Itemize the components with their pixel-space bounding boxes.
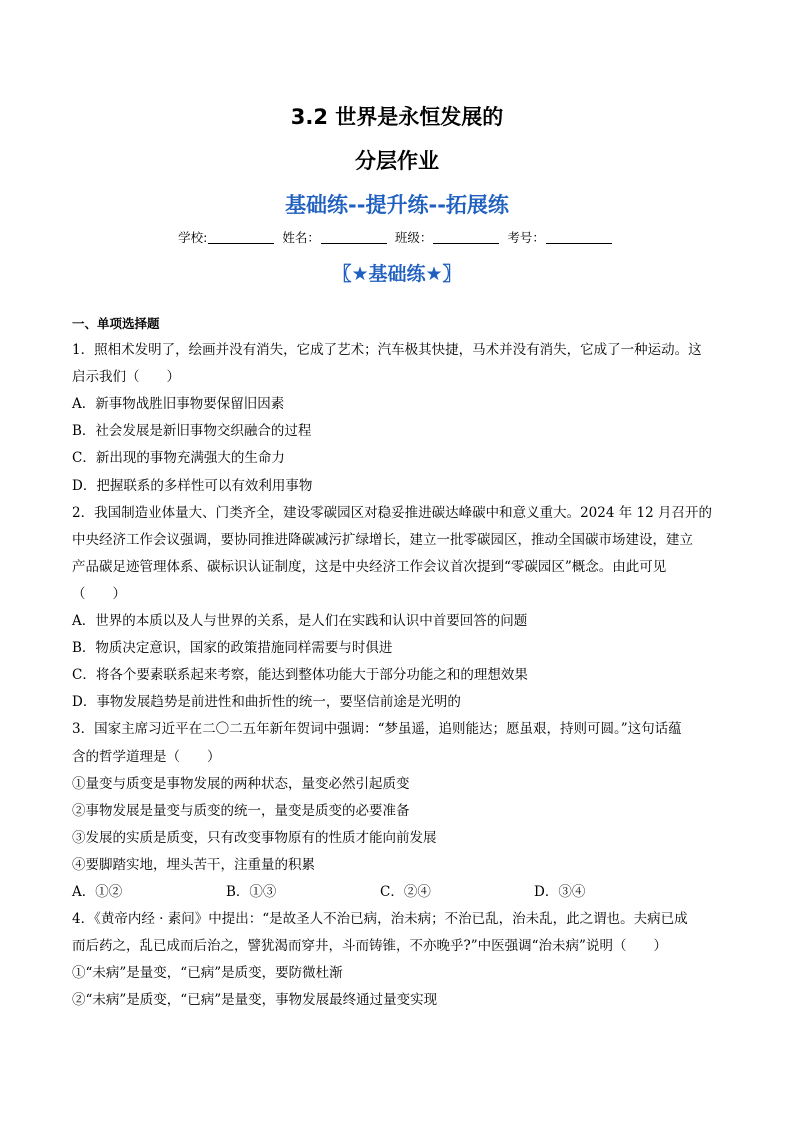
q3-choice-b: B．①③: [226, 883, 277, 900]
q1-option-c: C．新出现的事物充满强大的生命力: [72, 450, 285, 467]
q2-option-a: A．世界的本质以及人与世界的关系，是人们在实践和认识中首要回答的问题: [72, 613, 528, 630]
student-info-line: [0, 228, 794, 246]
q3-statement-2: ②事物发展是量变与质变的统一，量变是质变的必要准备: [72, 802, 410, 819]
q1-stem-line: 1．照相术发明了，绘画并没有消失，它成了艺术；汽车极其快捷，马术并没有消失，它成了一种运动。这: [72, 342, 702, 359]
exam-number-label: 考号：: [507, 230, 545, 245]
q3-choices-row: [72, 879, 728, 906]
q4-statement-1: ①“未病”是量变，“已病”是质变，要防微杜渐: [72, 965, 343, 982]
school-label: 学校:: [178, 230, 208, 245]
q2-stem-line: 中央经济工作会议强调，要协同推进降碳减污扩绿增长，建立一批零碳园区，推动全国碳市场建设，建立: [72, 531, 693, 548]
class-blank[interactable]: [433, 231, 499, 244]
q4-statement-2: ②“未病”是质变，“已病”是量变，事物发展最终通过量变实现: [72, 992, 438, 1009]
q2-stem-line: 2．我国制造业体量大、门类齐全，建设零碳园区对稳妥推进碳达峰碳中和意义重大。2024 年 12 月召开的: [72, 504, 712, 521]
name-blank[interactable]: [321, 231, 387, 244]
q1-option-b: B．社会发展是新旧事物交织融合的过程: [72, 423, 312, 440]
q2-stem-line: （ ）: [72, 585, 126, 602]
section-banner: 〖★基础练★〗: [332, 263, 462, 285]
q3-stem-line: 3．国家主席习近平在二〇二五年新年贺词中强调：“梦虽遥，追则能达；愿虽艰，持则可圆。”这句话蕴: [72, 721, 682, 738]
section-heading: 一、单项选择题: [72, 316, 160, 331]
q1-option-d: D．把握联系的多样性可以有效利用事物: [72, 477, 313, 494]
name-label: 姓名：: [282, 230, 320, 245]
q2-option-d: D．事物发展趋势是前进性和曲折性的统一，要坚信前途是光明的: [72, 694, 461, 711]
q2-option-c: C．将各个要素联系起来考察，能达到整体功能大于部分功能之和的理想效果: [72, 667, 528, 684]
q3-choice-c: C．②④: [380, 883, 431, 900]
question-list: [72, 310, 728, 1014]
q3-statement-3: ③发展的实质是质变，只有改变事物原有的性质才能向前发展: [72, 829, 437, 846]
q3-statement-4: ④要脚踏实地，埋头苦干，注重量的积累: [72, 856, 315, 873]
q3-choice-a: A．①②: [72, 883, 123, 900]
q3-choice-d: D．③④: [534, 883, 586, 900]
q2-stem-line: 产品碳足迹管理体系、碳标识认证制度，这是中央经济工作会议首次提到“零碳园区”概念。由此可见: [72, 558, 667, 575]
q4-stem-line: 4．《黄帝内经 · 素问》中提出：“是故圣人不治已病，治未病；不治已乱，治未乱，此之谓也。夫病已成: [72, 911, 688, 928]
exam-number-blank[interactable]: [546, 231, 612, 244]
document-subtitle: 分层作业: [355, 149, 439, 173]
practice-levels: 基础练--提升练--拓展练: [285, 193, 509, 217]
q3-statement-1: ①量变与质变是事物发展的两种状态，量变必然引起质变: [72, 775, 410, 792]
q2-option-b: B．物质决定意识，国家的政策措施同样需要与时俱进: [72, 640, 393, 657]
q3-stem-line: 含的哲学道理是（ ）: [72, 748, 221, 765]
q4-stem-line: 而后药之，乱已成而后治之，譬犹渴而穿井，斗而铸锥，不亦晚乎?”中医强调“治未病”说明（ ）: [72, 938, 667, 955]
school-blank[interactable]: [208, 231, 274, 244]
document-title: 3.2 世界是永恒发展的: [290, 105, 504, 129]
class-label: 班级：: [394, 230, 433, 245]
q1-stem-line: 启示我们（ ）: [72, 369, 180, 386]
q1-option-a: A．新事物战胜旧事物要保留旧因素: [72, 396, 285, 413]
